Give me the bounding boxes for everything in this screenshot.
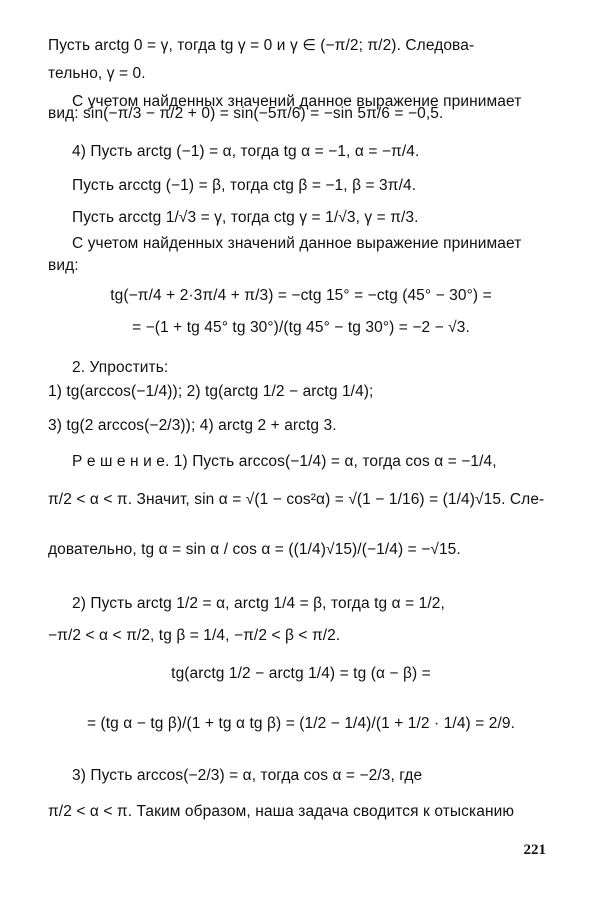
- text-line-3: С учетом найденных значений данное выражение принимает: [72, 93, 522, 110]
- text-line-4: вид: sin(−π/3 − π/2 + 0) = sin(−5π/6) = −sin 5π/6 = −0,5.: [48, 105, 444, 122]
- solution-line-5: −π/2 < α < π/2, tg β = 1/4, −π/2 < β < π/2.: [48, 627, 341, 644]
- formula-line-2: = −(1 + tg 45° tg 30°)/(tg 45° − tg 30°) = −2 − √3.: [132, 319, 470, 336]
- solution-line-6: 3) Пусть arccos(−2/3) = α, тогда cos α = −2/3, где: [72, 767, 423, 784]
- text-line-6: Пусть arcctg (−1) = β, тогда ctg β = −1, β = 3π/4.: [72, 177, 417, 194]
- formula-line-1: tg(−π/4 + 2·3π/4 + π/3) = −ctg 15° = −ctg (45° − 30°) =: [110, 287, 492, 304]
- formula-line-3: tg(arctg 1/2 − arctg 1/4) = tg (α − β) =: [171, 665, 431, 682]
- formula-line-4: = (tg α − tg β)/(1 + tg α tg β) = (1/2 − 1/4)/(1 + 1/2 · 1/4) = 2/9.: [86, 715, 516, 732]
- solution-line-4: 2) Пусть arctg 1/2 = α, arctg 1/4 = β, тогда tg α = 1/2,: [72, 595, 445, 612]
- text-line-7: Пусть arcctg 1/√3 = γ, тогда ctg γ = 1/√3, γ = π/3.: [72, 209, 419, 226]
- text-line-9: вид:: [48, 257, 79, 274]
- text-line-5: 4) Пусть arctg (−1) = α, тогда tg α = −1, α = −π/4.: [72, 143, 420, 160]
- solution-line-3: довательно, tg α = sin α / cos α = ((1/4)√15)/(−1/4) = −√15.: [48, 541, 461, 558]
- page-number: 221: [523, 842, 546, 858]
- exercise-heading: 2. Упростить:: [72, 359, 169, 376]
- exercise-line-2: 3) tg(2 arccos(−2/3)); 4) arctg 2 + arctg 3.: [48, 417, 337, 434]
- solution-line-2: π/2 < α < π. Значит, sin α = √(1 − cos²α) = √(1 − 1/16) = (1/4)√15. Сле-: [48, 491, 545, 508]
- text-line-8: С учетом найденных значений данное выражение принимает: [72, 235, 522, 252]
- text-line-1: Пусть arctg 0 = γ, тогда tg γ = 0 и γ ∈ (−π/2; π/2). Следова-: [48, 37, 475, 54]
- solution-line-7: π/2 < α < π. Таким образом, наша задача сводится к отысканию: [48, 803, 515, 820]
- solution-line-1: Р е ш е н и е. 1) Пусть arccos(−1/4) = α, тогда cos α = −1/4,: [72, 453, 497, 470]
- exercise-line-1: 1) tg(arccos(−1/4)); 2) tg(arctg 1/2 − arctg 1/4);: [48, 383, 374, 400]
- text-line-2: тельно, γ = 0.: [48, 65, 146, 82]
